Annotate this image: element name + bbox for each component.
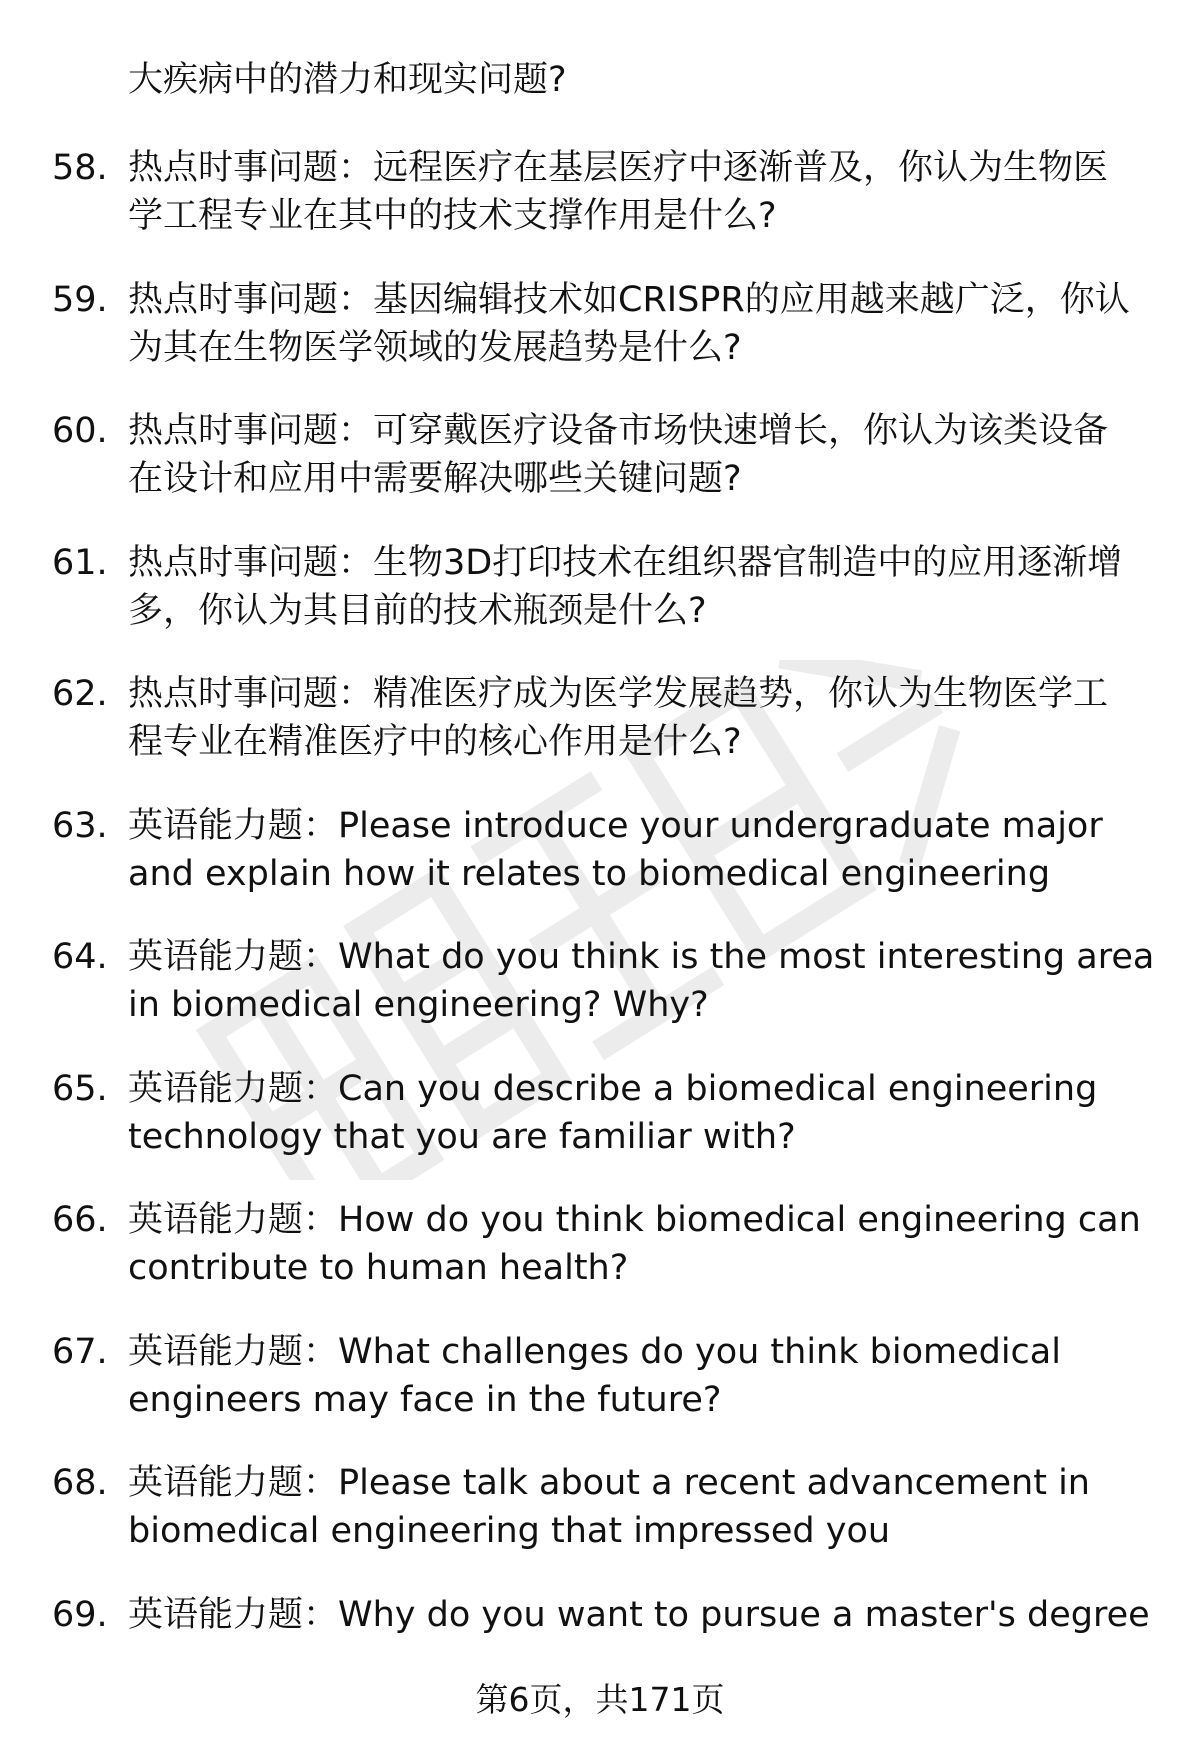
question-text xyxy=(128,276,1158,372)
question-line: 为其在生物医学领域的发展趋势是什么? xyxy=(128,327,742,368)
question-line: technology that you are familiar with? xyxy=(128,1116,796,1157)
question-line: 热点时事问题：远程医疗在基层医疗中逐渐普及，你认为生物医 xyxy=(128,148,1109,188)
question-item xyxy=(52,1459,1162,1591)
question-list xyxy=(52,144,1162,1722)
page-footer: 第6页，共171页 xyxy=(475,1680,725,1719)
question-number: 60. xyxy=(52,411,108,451)
continuation-text: 大疾病中的潜力和现实问题? xyxy=(128,60,567,100)
question-text xyxy=(128,539,1158,635)
question-text xyxy=(128,1065,1158,1161)
question-number: 61. xyxy=(52,542,108,583)
question-line: 英语能力题：What challenges do you think biomedical xyxy=(128,1331,1061,1372)
question-line: 热点时事问题：生物3D打印技术在组织器官制造中的应用逐渐增 xyxy=(128,542,1123,583)
question-text xyxy=(128,1196,1158,1292)
question-item xyxy=(52,144,1162,276)
question-line: 英语能力题：Please talk about a recent advancement in xyxy=(128,1463,1090,1503)
question-line: 热点时事问题：精准医疗成为医学发展趋势，你认为生物医学工 xyxy=(128,674,1109,714)
question-item xyxy=(52,802,1162,934)
question-number: 62. xyxy=(52,674,108,714)
question-number: 66. xyxy=(52,1200,108,1240)
question-line: contribute to human health? xyxy=(128,1248,629,1288)
question-text xyxy=(128,670,1158,766)
question-line: 热点时事问题：可穿戴医疗设备市场快速增长，你认为该类设备 xyxy=(128,411,1109,451)
question-number: 65. xyxy=(52,1068,108,1109)
question-item xyxy=(52,407,1162,539)
question-text xyxy=(128,144,1158,240)
question-line: 英语能力题：How do you think biomedical engineering can xyxy=(128,1200,1141,1240)
question-number: 63. xyxy=(52,805,108,846)
question-line: 程专业在精准医疗中的核心作用是什么? xyxy=(128,722,742,762)
question-text xyxy=(128,933,1158,1029)
question-line: 英语能力题：What do you think is the most interesting area xyxy=(128,937,1155,977)
question-item xyxy=(52,670,1162,802)
question-number: 69. xyxy=(52,1594,108,1635)
question-line: 英语能力题：Please introduce your undergraduate major xyxy=(128,805,1103,846)
question-text xyxy=(128,407,1158,503)
question-line: 学工程专业在其中的技术支撑作用是什么? xyxy=(128,196,777,236)
question-line: and explain how it relates to biomedical engineering xyxy=(128,853,1051,894)
question-item xyxy=(52,1065,1162,1197)
question-text xyxy=(128,1328,1158,1424)
question-item xyxy=(52,539,1162,671)
question-line: biomedical engineering that impressed you xyxy=(128,1511,891,1551)
question-line: 英语能力题：Can you describe a biomedical engineering xyxy=(128,1068,1098,1109)
question-text xyxy=(128,802,1158,898)
question-number: 64. xyxy=(52,937,108,977)
question-item xyxy=(52,933,1162,1065)
question-line: 在设计和应用中需要解决哪些关键问题? xyxy=(128,459,742,499)
question-item xyxy=(52,1196,1162,1328)
question-line: engineers may face in the future? xyxy=(128,1379,722,1420)
question-item xyxy=(52,276,1162,408)
question-number: 59. xyxy=(52,279,108,320)
question-line: in biomedical engineering? Why? xyxy=(128,985,709,1025)
question-line: 多，你认为其目前的技术瓶颈是什么? xyxy=(128,590,707,631)
question-number: 67. xyxy=(52,1331,108,1372)
question-text xyxy=(128,1459,1158,1555)
question-text xyxy=(128,1591,1158,1639)
question-line: 英语能力题：Why do you want to pursue a master's degree xyxy=(128,1594,1150,1635)
question-item xyxy=(52,1328,1162,1460)
question-number: 68. xyxy=(52,1463,108,1503)
question-line: 热点时事问题：基因编辑技术如CRISPR的应用越来越广泛，你认 xyxy=(128,279,1130,320)
question-number: 58. xyxy=(52,148,108,188)
